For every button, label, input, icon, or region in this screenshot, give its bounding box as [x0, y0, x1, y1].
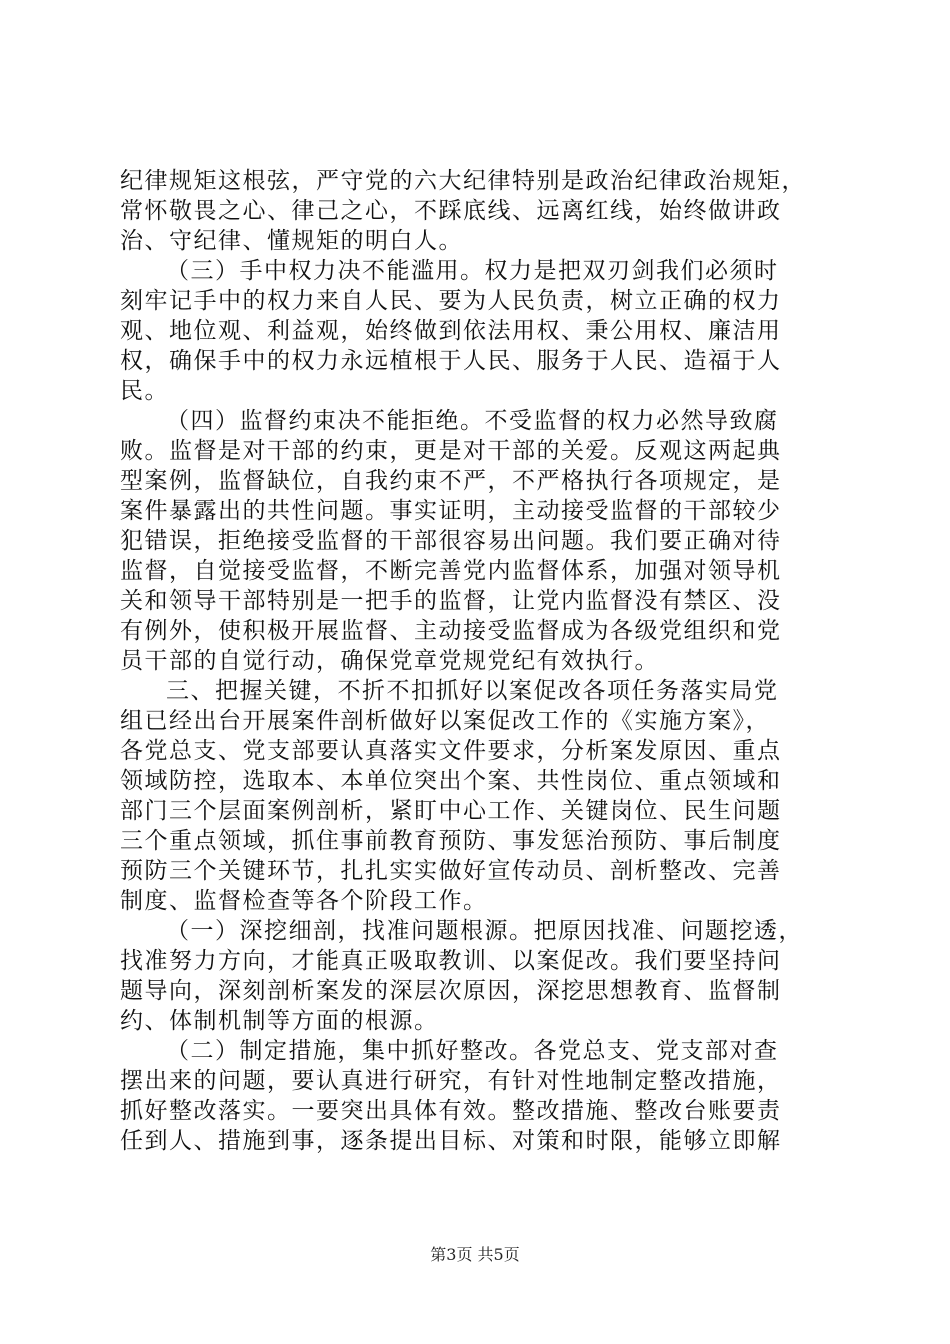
text-line: 部门三个层面案例剖析，紧盯中心工作、关键岗位、民生问题: [120, 798, 782, 824]
paragraph-start-line: （一）深挖细剖，找准问题根源。把原因找准、问题挖透，: [166, 918, 803, 944]
text-line: 预防三个关键环节，扎扎实实做好宣传动员、剖析整改、完善: [120, 858, 782, 884]
text-line: 案件暴露出的共性问题。事实证明，主动接受监督的干部较少: [120, 498, 782, 524]
text-line: 民。: [120, 378, 169, 404]
text-line: 权，确保手中的权力永远植根于人民、服务于人民、造福于人: [120, 348, 782, 374]
paragraph-start-line: （三）手中权力决不能滥用。权力是把双刃剑我们必须时: [166, 258, 779, 284]
text-line: 找准努力方向，才能真正吸取教训、以案促改。我们要坚持问: [120, 948, 782, 974]
text-line: 观、地位观、利益观，始终做到依法用权、秉公用权、廉洁用: [120, 318, 782, 344]
text-line: 组已经出台开展案件剖析做好以案促改工作的《实施方案》，: [120, 708, 770, 734]
text-line: 领域防控，选取本、本单位突出个案、共性岗位、重点领域和: [120, 768, 782, 794]
text-line: 三个重点领域，抓住事前教育预防、事发惩治预防、事后制度: [120, 828, 782, 854]
paragraph-start-line: 三、把握关键，不折不扣抓好以案促改各项任务落实局党: [166, 678, 779, 704]
document-body: [120, 166, 832, 1156]
text-line: 纪律规矩这根弦，严守党的六大纪律特别是政治纪律政治规矩，: [120, 168, 806, 194]
text-line: 败。监督是对干部的约束，更是对干部的关爱。反观这两起典: [120, 438, 782, 464]
text-line: 有例外，使积极开展监督、主动接受监督成为各级党组织和党: [120, 618, 782, 644]
text-line: 抓好整改落实。一要突出具体有效。整改措施、整改台账要责: [120, 1098, 782, 1124]
text-line: 摆出来的问题，要认真进行研究，有针对性地制定整改措施，: [120, 1068, 782, 1094]
text-line: 各党总支、党支部要认真落实文件要求，分析案发原因、重点: [120, 738, 782, 764]
text-line: 任到人、措施到事，逐条提出目标、对策和时限，能够立即解: [120, 1128, 782, 1154]
text-line: 治、守纪律、懂规矩的明白人。: [120, 228, 463, 254]
text-line: 监督，自觉接受监督，不断完善党内监督体系，加强对领导机: [120, 558, 782, 584]
text-line: 常怀敬畏之心、律己之心，不踩底线、远离红线，始终做讲政: [120, 198, 782, 224]
text-line: 制度、监督检查等各个阶段工作。: [120, 888, 488, 914]
text-line: 约、体制机制等方面的根源。: [120, 1008, 439, 1034]
text-line: 题导向，深刻剖析案发的深层次原因，深挖思想教育、监督制: [120, 978, 782, 1004]
text-line: 型案例，监督缺位，自我约束不严，不严格执行各项规定，是: [120, 468, 782, 494]
text-line: 犯错误，拒绝接受监督的干部很容易出问题。我们要正确对待: [120, 528, 782, 554]
text-line: 关和领导干部特别是一把手的监督，让党内监督没有禁区、没: [120, 588, 782, 614]
paragraph-start-line: （二）制定措施，集中抓好整改。各党总支、党支部对查: [166, 1038, 779, 1064]
text-line: 刻牢记手中的权力来自人民、要为人民负责，树立正确的权力: [120, 288, 782, 314]
page-footer: 第3页 共5页: [430, 1245, 520, 1264]
text-line: 员干部的自觉行动，确保党章党规党纪有效执行。: [120, 648, 659, 674]
paragraph-start-line: （四）监督约束决不能拒绝。不受监督的权力必然导致腐: [166, 408, 779, 434]
